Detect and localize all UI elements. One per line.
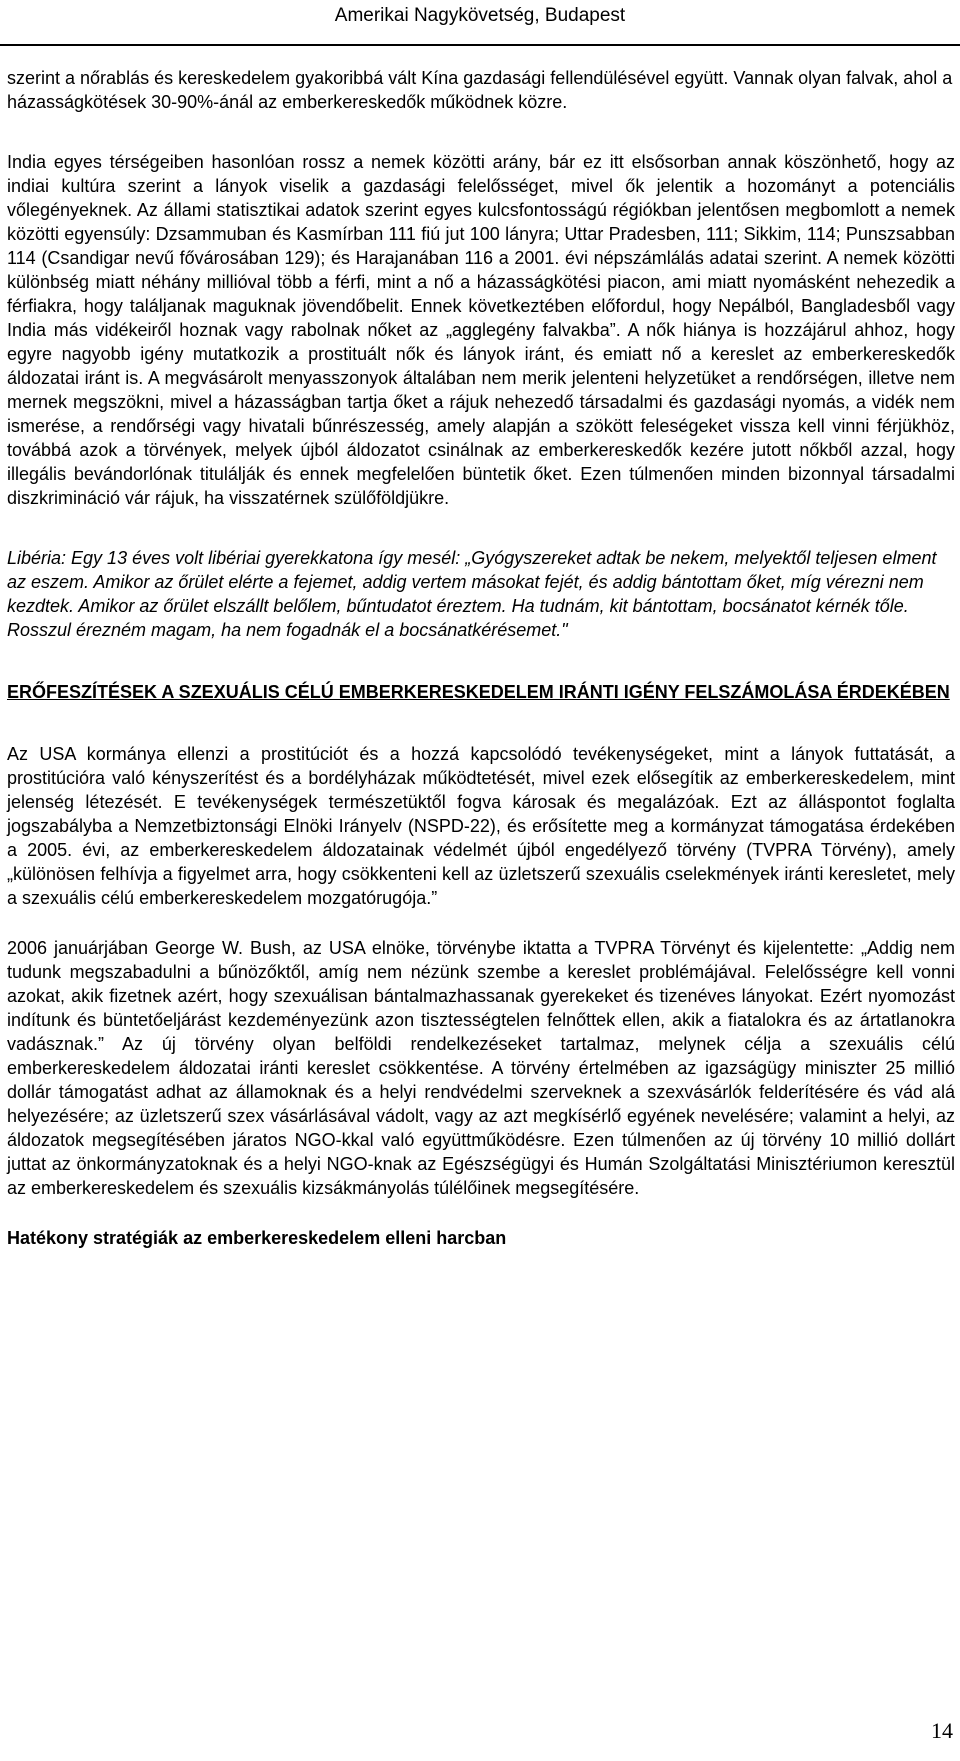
section-heading-demand: ERŐFESZÍTÉSEK A SZEXUÁLIS CÉLÚ EMBERKERESKEDELEM IRÁNTI IGÉNY FELSZÁMOLÁSA ÉRDEKÉBEN [7, 682, 950, 702]
header-divider [0, 44, 960, 46]
paragraph-india: India egyes térségeiben hasonlóan rossz a nemek közötti arány, bár ez itt elsősorban annak köszönhető, hogy az indiai kultúra szerint a lányok viselik a gazdasági felelősséget, mivel ők jelentik a hozományt a potenciális vőlegényeknek. Az állami statisztikai adatok szerint egyes kulcsfontosságú régiókban jelentősen megbomlott a nemek közötti egyensúly: Dzsammuban és Kasmírban 111 fiú jut 100 lányra; Uttar Pradesben, 111; Sikkim, 114; Punszsabban 114 (Csandigar nevű fővárosában 129); és Harajanában 116 a 2001. évi népszámlálás adatai szerint. A nemek közötti különbség miatt néhány millióval több a férfi, mint a nő a házasságkötési piacon, ami miatt nyomásként nehezedik a férfiakra, hogy találjanak maguknak jövendőbelit. Ennek következtében előfordul, hogy Nepálból, Bangladesből vagy India más vidékeiről hoznak vagy rabolnak nőket az „agglegény falvakba”. A nők hiánya is hozzájárul ahhoz, hogy egyre nagyobb igény mutatkozik a prostituált nők és lányok iránt, és emiatt nő a kereslet az emberkereskedők áldozatai iránt is. A megvásárolt menyasszonyok általában nem merik jelenteni helyzetüket a rendőrségen, illetve nem mernek megszökni, mivel a házasságban tartja őket a rájuk nehezedő társadalmi és gazdasági nyomás, a vidék nem ismerése, a rendőrségi vagy hivatali bűnrészesség, amely alapján a szökött feleségeket vissza kell vinni férjükhöz, továbbá azok a törvények, melyek újból áldozatot csinálnak az emberkereskedők kezére jutott nőkből azzal, hogy illegális bevándorlónak titulálják és ennek megfelelően büntetik őket. Ezen túlmenően minden bizonnyal társadalmi diszkrimináció vár rájuk, ha visszatérnek szülőföldjükre. [7, 152, 955, 508]
quote-liberia: Libéria: Egy 13 éves volt libériai gyerekkatona így mesél: „Gyógyszereket adtak be nekem, melyektől teljesen elment az eszem. Amikor az őrület elérte a fejemet, addig vertem másokat fejét, és addig bántottam őket, míg vérezni nem kezdtek. Amikor az őrület elszállt belőlem, bűntudatot éreztem. Ha tudnám, kit bántottam, bocsánatot kérnék tőle. Rosszul érezném magam, ha nem fogadnák el a bocsánatkérésemet." [7, 548, 937, 640]
paragraph-china-continuation: szerint a nőrablás és kereskedelem gyakoribbá vált Kína gazdasági fellendülésével együtt. Vannak olyan falvak, ahol a házasságkötések 30-90%-ánál az emberkereskedők működnek közre. [7, 68, 953, 112]
document-body [7, 66, 955, 1250]
paragraph-usa-government: Az USA kormánya ellenzi a prostitúciót és a hozzá kapcsolódó tevékenységeket, mint a lányok futtatását, a prostitúcióra való kényszerítést és a bordélyházak működtetését, mivel ezek elősegítik az emberkereskedelem, mint jelenség létezését. E tevékenységek természetüktől fogva károsak és megalázóak. Ezt az álláspontot foglalta jogszabályba a Nemzetbiztonsági Elnöki Irányelv (NSPD-22), és erősítette meg a kormányzat támogatása érdekében a 2005. évi, az emberkereskedelem áldozatainak védelmét újból engedélyező törvény (TVPRA Törvény), amely „különösen felhívja a figyelmet arra, hogy csökkenteni kell az üzletszerű szexuális cselekmények iránti keresletet, mely a szexuális célú emberkereskedelem mozgatórugója.” [7, 744, 955, 908]
header-title: Amerikai Nagykövetség, Budapest [334, 5, 626, 26]
page-number: 14 [931, 1718, 953, 1743]
paragraph-bush-tvpra: 2006 januárjában George W. Bush, az USA elnöke, törvénybe iktatta a TVPRA Törvényt és kijelentette: „Addig nem tudunk megszabadulni a bűnözőktől, amíg nem nézünk szembe a kereslet problémájával. Felelősségre kell vonni azokat, akik fizetnek azért, hogy szexuálisan bántalmazhassanak gyerekeket és tizenéves lányokat. Ezért nyomozást indítunk és büntetőeljárást kezdeményezünk azon tisztességtelen felnőttek ellen, akik a fiatalokra és az ártatlanokra vadásznak.” Az új törvény olyan belföldi rendelkezéseket tartalmaz, melynek célja a szexuális célú emberkereskedelem áldozatai iránti kereslet csökkentése. A törvény értelmében az igazságügy miniszter 25 millió dollár támogatást adhat az államoknak és a helyi rendvédelmi szerveknek a szexvásárlók felderítésére és vád alá helyezésére; az üzletszerű szex vásárlásával vádolt, vagy az azt megkísérlő egyének nevelésére; valamint a helyi, az áldozatok megsegítésében járatos NGO-kkal való együttműködésre. Ezen túlmenően az új törvény 10 millió dollárt juttat az önkormányzatoknak és a helyi NGO-knak az Egészségügyi és Humán Szolgáltatási Minisztériumon keresztül az emberkereskedelem és szexuális kizsákmányolás túlélőinek megsegítésére. [7, 938, 955, 1198]
section-heading-strategies: Hatékony stratégiák az emberkereskedelem elleni harcban [7, 1228, 507, 1248]
page-header [0, 5, 960, 27]
